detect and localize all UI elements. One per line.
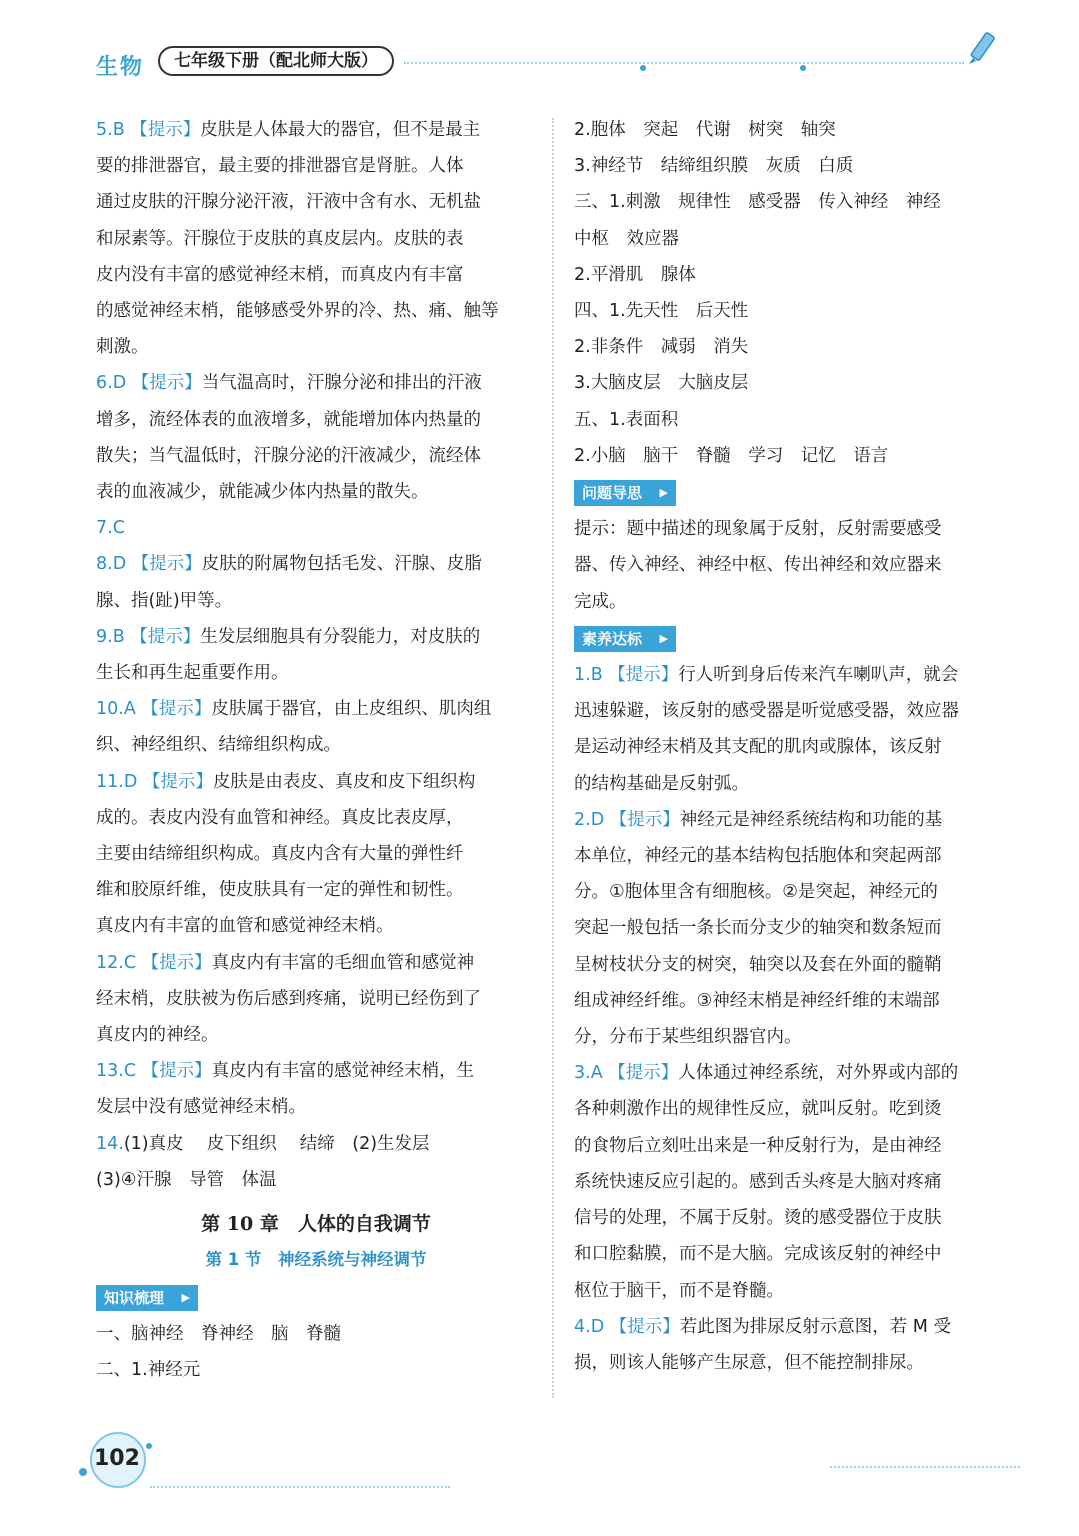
answer-text: 皮肤是人体最大的器官，但不是最主 xyxy=(200,120,481,140)
answer-item xyxy=(96,546,536,618)
answer-line xyxy=(96,510,536,546)
answer-text: 生长和再生起重要作用。 xyxy=(96,663,289,684)
answer-number: 8.D xyxy=(96,554,127,575)
answer-number: 3.A xyxy=(574,1063,603,1084)
answer-text: 和尿素等。汗腺位于皮肤的真皮层内。皮肤的表 xyxy=(96,228,464,249)
hint-label: 【提示】 xyxy=(124,626,201,647)
answer-line xyxy=(574,874,1022,910)
answer-line xyxy=(96,365,536,401)
answer-text: 发层中没有感觉神经末梢。 xyxy=(96,1097,306,1118)
answer-line xyxy=(96,438,536,474)
answer-text: 真皮内有丰富的血管和感觉神经末梢。 xyxy=(96,916,394,937)
answer-line xyxy=(96,908,536,944)
answer-number: 2.D xyxy=(574,809,605,830)
answer-line xyxy=(574,693,1022,729)
answer-text: 皮肤是由表皮、真皮和皮下组织构 xyxy=(212,771,476,792)
answer-text: (3)④汗腺 导管 体温 xyxy=(96,1169,277,1190)
answer-line xyxy=(96,800,536,836)
hint-label: 【提示】 xyxy=(604,1316,680,1337)
answer-line xyxy=(96,764,536,800)
answer-text: 真皮内的神经。 xyxy=(96,1025,219,1046)
answer-text: 的感觉神经末梢，能够感受外界的冷、热、痛、触等 xyxy=(96,301,499,322)
answer-item xyxy=(96,1053,536,1125)
left-column xyxy=(96,112,536,1388)
answer-text: 迅速躲避，该反射的感受器是听觉感受器，效应器 xyxy=(574,701,959,722)
hint-label: 【提示】 xyxy=(124,120,201,140)
header-dot xyxy=(640,65,646,71)
text-line: 三、1.刺激 规律性 感受器 传入神经 神经 xyxy=(574,192,941,213)
answer-line xyxy=(574,1236,1022,1272)
answer-text: 神经元是神经系统结构和功能的基 xyxy=(679,809,943,830)
text-line: 一、脑神经 脊神经 脑 脊髓 xyxy=(96,1323,341,1344)
hint-label: 【提示】 xyxy=(604,809,680,830)
answer-line xyxy=(96,293,536,329)
answer-text: 通过皮肤的汗腺分泌汗液，汗液中含有水、无机盐 xyxy=(96,192,481,213)
header-divider xyxy=(404,62,964,64)
answer-item xyxy=(96,365,536,510)
text-line: 完成。 xyxy=(574,591,627,612)
answer-text: 皮内没有丰富的感觉神经末梢，而真皮内有丰富 xyxy=(96,264,464,285)
text-line: 3.大脑皮层 大脑皮层 xyxy=(574,373,749,394)
answer-text: 织、神经组织、结缔组织构成。 xyxy=(96,735,341,756)
section-title: 第 1 节 神经系统与神经调节 xyxy=(205,1250,427,1270)
answer-text: 腺、指(趾)甲等。 xyxy=(96,590,233,611)
answer-line xyxy=(96,1089,536,1125)
answer-text: 皮肤的附属物包括毛发、汗腺、皮脂 xyxy=(201,554,482,575)
answer-text: 刺激。 xyxy=(96,337,149,358)
answer-line xyxy=(574,910,1022,946)
answer-line xyxy=(574,729,1022,765)
answer-line xyxy=(574,1273,1022,1309)
answer-line xyxy=(574,983,1022,1019)
hint-label: 【提示】 xyxy=(137,771,213,792)
answer-item xyxy=(96,510,536,546)
answer-line xyxy=(574,947,1022,983)
answer-item xyxy=(96,691,536,763)
text-line: 3.神经节 结缔组织膜 灰质 白质 xyxy=(574,156,854,177)
answer-text: 当气温高时，汗腺分泌和排出的汗液 xyxy=(201,373,482,394)
answer-line xyxy=(96,148,536,184)
text-line: 四、1.先天性 后天性 xyxy=(574,301,749,322)
text-line: 2.非条件 减弱 消失 xyxy=(574,337,749,358)
text-line: 器、传入神经、神经中枢、传出神经和效应器来 xyxy=(574,555,942,576)
answer-number: 12.C xyxy=(96,952,137,973)
hint-label: 【提示】 xyxy=(135,699,212,720)
answer-text: 真皮内有丰富的感觉神经末梢，生 xyxy=(211,1061,475,1082)
text-line: 二、1.神经元 xyxy=(96,1359,201,1380)
answer-text: 表的血液减少，就能减少体内热量的散失。 xyxy=(96,482,429,503)
answer-item xyxy=(96,1126,536,1198)
answer-line xyxy=(96,619,536,655)
answer-text: 皮肤属于器官，由上皮组织、肌肉组 xyxy=(211,699,492,720)
answer-text: 要的排泄器官，最主要的排泄器官是肾脏。人体 xyxy=(96,156,464,177)
answer-line xyxy=(96,655,536,691)
knowledge-list-continued xyxy=(574,112,1022,474)
answer-line xyxy=(96,329,536,365)
answer-text: 散失；当气温低时，汗腺分泌的汗液减少，流经体 xyxy=(96,445,481,466)
text-line: 2.小脑 脑干 脊髓 学习 记忆 语言 xyxy=(574,445,889,466)
right-column xyxy=(574,112,1022,1381)
answer-number: 5.B xyxy=(96,120,125,140)
grade-label: 七年级下册（配北师大版） xyxy=(158,46,394,76)
answer-number: 7.C xyxy=(96,518,125,539)
answer-text: 真皮内有丰富的毛细血管和感觉神 xyxy=(211,952,475,973)
page-number: 102 xyxy=(94,1446,140,1471)
knowledge-list xyxy=(96,1316,536,1388)
footer-divider-right xyxy=(830,1466,1020,1468)
answer-text: 的结构基础是反射弧。 xyxy=(574,773,749,794)
answer-line xyxy=(96,1053,536,1089)
hint-label: 【提示】 xyxy=(602,665,679,686)
answer-text: 生发层细胞具有分裂能力，对皮肤的 xyxy=(200,626,481,647)
answer-item xyxy=(574,1055,1022,1308)
tag-knowledge: 知识梳理 ▶ xyxy=(96,1285,198,1311)
answer-line xyxy=(96,836,536,872)
answer-line xyxy=(574,766,1022,802)
answer-line xyxy=(96,221,536,257)
answer-line xyxy=(96,112,536,148)
answer-text: 人体通过神经系统，对外界或内部的 xyxy=(678,1063,959,1084)
text-line: 2.胞体 突起 代谢 树突 轴突 xyxy=(574,120,836,140)
answer-text: 行人听到身后传来汽车喇叭声，就会 xyxy=(678,665,959,686)
chapter-title: 第 10 章 人体的自我调节 xyxy=(201,1213,431,1236)
answer-line xyxy=(574,1055,1022,1091)
answer-text: 本单位，神经元的基本结构包括胞体和突起两部 xyxy=(574,846,942,867)
answer-line xyxy=(96,691,536,727)
text-line: 2.平滑肌 腺体 xyxy=(574,264,696,285)
answer-line xyxy=(96,257,536,293)
answer-line xyxy=(96,945,536,981)
answer-line xyxy=(96,546,536,582)
answer-line xyxy=(96,727,536,763)
answer-text: 经末梢，皮肤被为伤后感到疼痛，说明已经伤到了 xyxy=(96,988,481,1009)
hint-label: 【提示】 xyxy=(602,1063,679,1084)
answer-text: 系统快速反应引起的。感到舌头疼是大脑对疼痛 xyxy=(574,1171,942,1192)
question-guide xyxy=(574,511,1022,620)
answer-text: 和口腔黏膜，而不是大脑。完成该反射的神经中 xyxy=(574,1244,942,1265)
column-divider xyxy=(552,118,554,1398)
answer-number: 9.B xyxy=(96,626,125,647)
answer-line xyxy=(574,1019,1022,1055)
answer-number: 13.C xyxy=(96,1061,137,1082)
answer-item xyxy=(96,945,536,1054)
answer-line xyxy=(96,1017,536,1053)
answer-text: 损，则该人能够产生尿意，但不能控制排尿。 xyxy=(574,1352,924,1373)
answer-number: 11.D xyxy=(96,771,138,792)
hint-label: 【提示】 xyxy=(126,554,202,575)
answer-line xyxy=(574,1309,1022,1345)
answer-number: 10.A xyxy=(96,699,136,720)
page-header xyxy=(0,0,1079,92)
answer-number: 6.D xyxy=(96,373,127,394)
answer-line xyxy=(574,1128,1022,1164)
answer-line xyxy=(574,1200,1022,1236)
answer-item xyxy=(574,802,1022,1055)
answer-item xyxy=(574,657,1022,802)
answer-line xyxy=(574,657,1022,693)
hint-label: 【提示】 xyxy=(136,1061,212,1082)
answer-list-left xyxy=(96,112,536,1198)
answer-text: 增多，流经体表的血液增多，就能增加体内热量的 xyxy=(96,409,481,430)
text-line: 中枢 效应器 xyxy=(574,228,679,249)
answer-text: 信号的处理，不属于反射。烫的感受器位于皮肤 xyxy=(574,1208,942,1229)
answer-text: 维和胶原纤维，使皮肤具有一定的弹性和韧性。 xyxy=(96,880,464,901)
answer-text: 枢位于脑干，而不是脊髓。 xyxy=(574,1280,784,1301)
answer-text: (1)真皮 皮下组织 结缔 (2)生发层 xyxy=(123,1133,430,1154)
tag-quality: 素养达标 ▶ xyxy=(574,626,676,652)
answer-text: 呈树枝状分支的树突，轴突以及套在外面的髓鞘 xyxy=(574,954,942,975)
answer-text: 是运动神经末梢及其支配的肌肉或腺体，该反射 xyxy=(574,737,942,758)
answer-line xyxy=(96,184,536,220)
answer-number: 1.B xyxy=(574,665,603,686)
answer-line xyxy=(574,1164,1022,1200)
answer-line xyxy=(574,1345,1022,1381)
answer-text: 各种刺激作出的规律性反应，就叫反射。吃到烫 xyxy=(574,1099,942,1120)
hint-label: 【提示】 xyxy=(136,952,212,973)
answer-item xyxy=(96,112,536,365)
hint-label: 【提示】 xyxy=(126,373,202,394)
answer-item xyxy=(96,764,536,945)
header-dot xyxy=(800,65,806,71)
answer-text: 成的。表皮内没有血管和神经。真皮比表皮厚， xyxy=(96,807,464,828)
answer-line xyxy=(96,583,536,619)
answer-line xyxy=(96,1126,536,1162)
answer-line xyxy=(96,402,536,438)
answer-line xyxy=(574,1091,1022,1127)
answer-line xyxy=(96,474,536,510)
answer-text: 分，分布于某些组织器官内。 xyxy=(574,1027,802,1048)
answer-number: 14. xyxy=(96,1133,124,1154)
answer-line xyxy=(96,1162,536,1198)
answer-list-right xyxy=(574,657,1022,1381)
answer-line xyxy=(574,838,1022,874)
tag-question: 问题导思 ▶ xyxy=(574,480,676,506)
answer-text: 分。①胞体里含有细胞核。②是突起，神经元的 xyxy=(574,882,938,903)
answer-item xyxy=(574,1309,1022,1381)
footer-divider xyxy=(150,1486,450,1488)
answer-text: 的食物后立刻吐出来是一种反射行为，是由神经 xyxy=(574,1135,942,1156)
subject-label: 生物 xyxy=(96,55,145,80)
answer-text: 主要由结缔组织构成。真皮内含有大量的弹性纤 xyxy=(96,844,464,865)
text-line: 五、1.表面积 xyxy=(574,409,679,430)
answer-text: 组成神经纤维。③神经末梢是神经纤维的末端部 xyxy=(574,990,940,1011)
answer-line xyxy=(96,981,536,1017)
answer-item xyxy=(96,619,536,691)
answer-line xyxy=(574,802,1022,838)
text-line: 提示：题中描述的现象属于反射，反射需要感受 xyxy=(574,519,942,540)
pen-icon xyxy=(960,28,1002,70)
answer-text: 若此图为排尿反射示意图，若 M 受 xyxy=(679,1316,951,1337)
answer-text: 突起一般包括一条长而分支少的轴突和数条短而 xyxy=(574,918,942,939)
answer-line xyxy=(96,872,536,908)
answer-number: 4.D xyxy=(574,1316,605,1337)
